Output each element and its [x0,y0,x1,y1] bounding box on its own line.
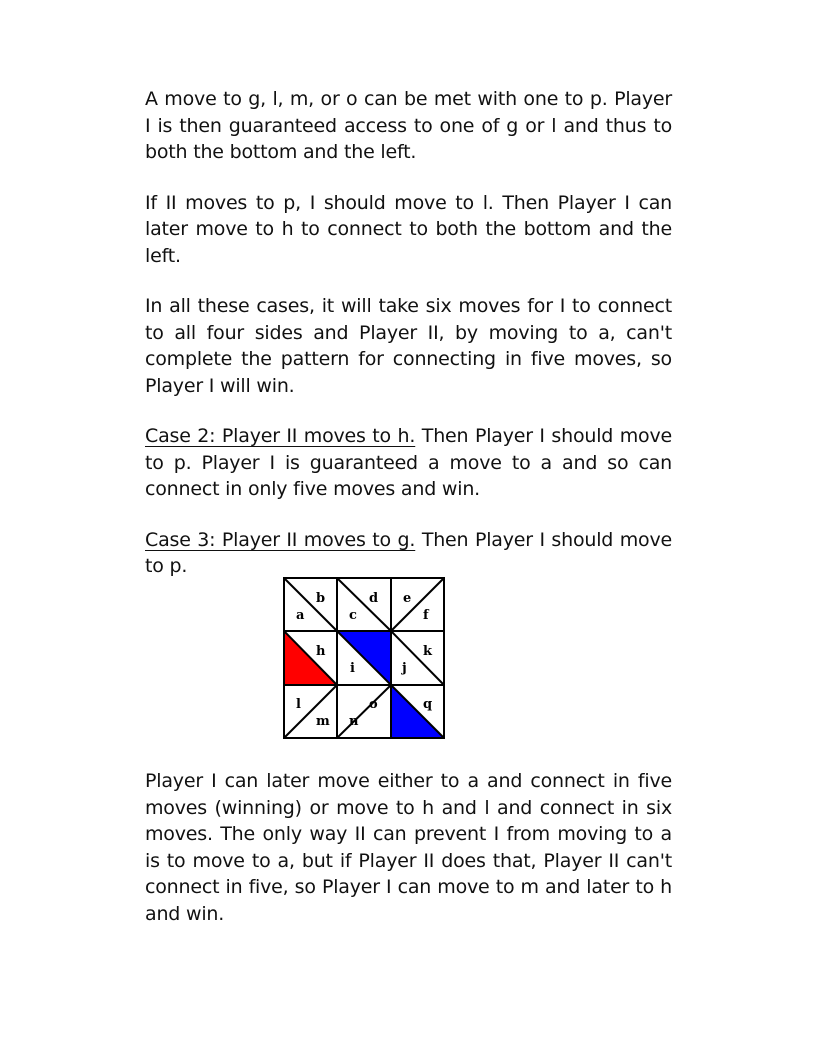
diagonal-r3c2 [337,685,391,738]
diagonal-r3c1 [284,685,337,738]
paragraph-moves-to-g-l-m-o: A move to g, l, m, or o can be met with one to p. Player I is then guaranteed access to one of g or l and thus to both the bottom and the left. [145,88,672,163]
cell-label-h: h [316,644,326,659]
game-board [283,577,445,740]
cell-label-l: l [296,697,301,712]
diagonal-r1c3 [391,578,444,631]
closing-text [145,768,672,927]
game-board-figure [283,577,445,740]
case-2-label: Case 2: Player II moves to h. [145,425,416,447]
cell-label-e: e [403,591,412,606]
cell-label-c: c [349,608,357,623]
cell-label-b: b [316,591,326,606]
case-2-text: Then Player I should move to p. Player I is guaranteed a move to a and so can connect in only five moves and win. [145,425,672,500]
cell-label-j: j [402,661,407,676]
paragraph-case-3 [145,527,672,580]
paragraph-later-moves: Player I can later move either to a and connect in five moves (winning) or move to h and l and connect in six moves. The only way II can prevent I from moving to a is to move to a, but if Player II does that, Player II can't connect in five, so Player I can move to m and later to h and win. [145,770,672,925]
cell-label-n: n [349,714,359,729]
cell-label-q: q [423,697,433,712]
diagonal-r2c3 [391,631,444,685]
case-3-text: Then Player I should move to p. [145,528,672,577]
cell-label-a: a [296,608,305,623]
text-column [145,86,672,580]
cell-label-d: d [369,591,379,606]
paragraph-case-2 [145,423,672,503]
cell-label-m: m [316,714,330,729]
paragraph-ii-moves-to-p: If II moves to p, I should move to l. Then Player I can later move to h to connect to both the bottom and the left. [145,191,672,267]
paragraph-all-cases: In all these cases, it will take six moves for I to connect to all four sides and Player II, by moving to a, can't complete the pattern for connecting in five moves, so Player I will win. [145,295,672,397]
cell-label-k: k [423,644,433,659]
diagonal-r1c2 [337,578,391,631]
cell-label-o: o [369,697,378,712]
cell-label-i: i [350,661,355,676]
cell-label-f: f [423,608,429,623]
case-3-label: Case 3: Player II moves to g. [145,528,416,551]
diagonal-r1c1 [284,578,337,631]
